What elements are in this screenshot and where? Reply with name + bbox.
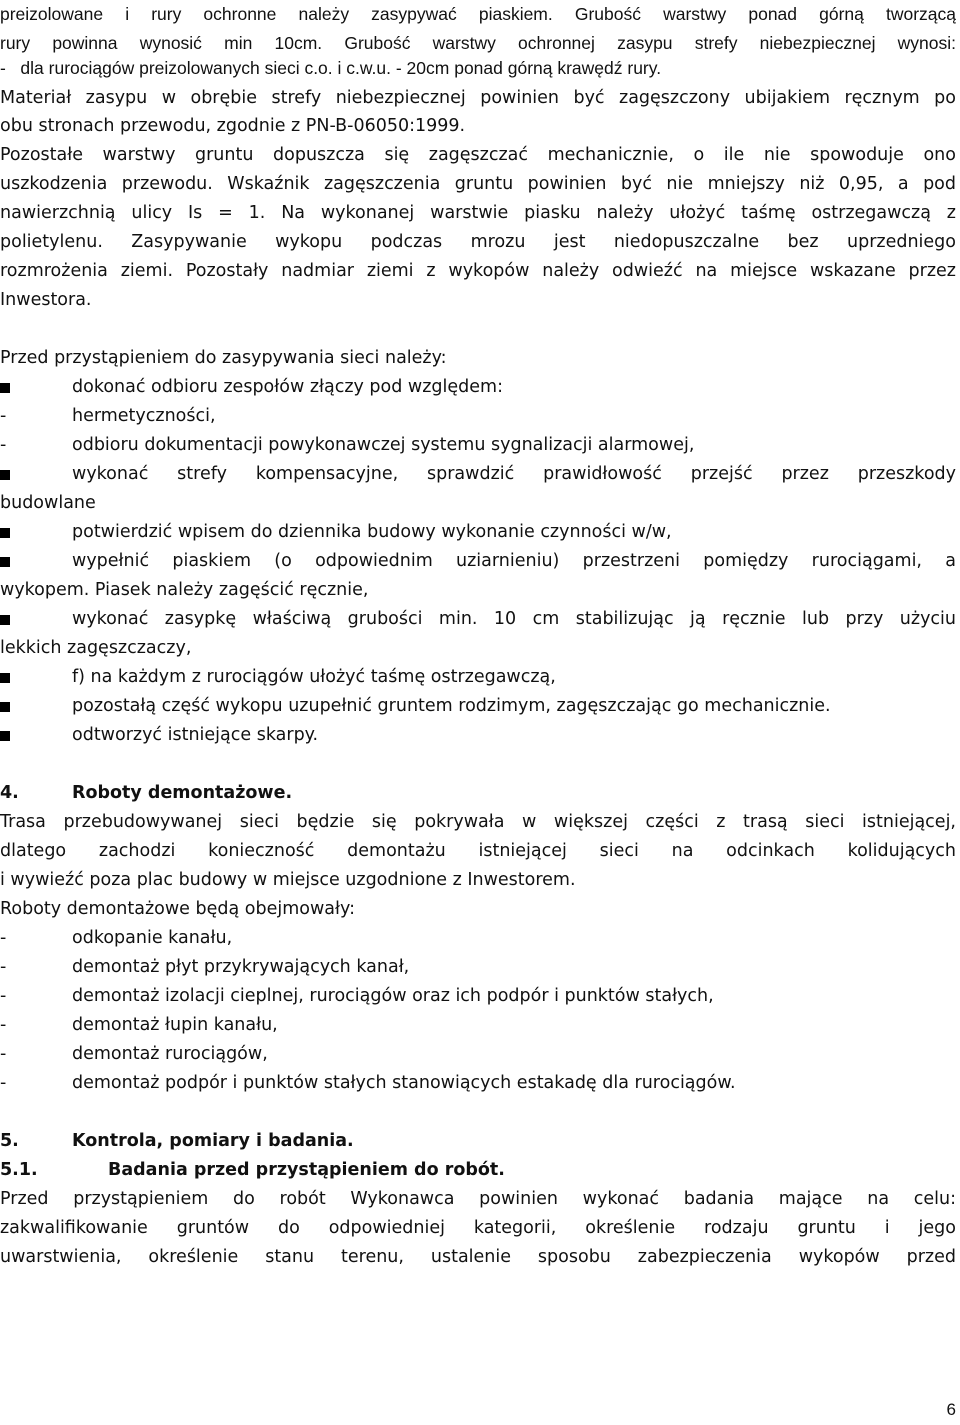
- paragraph-line: rury powinna wynosić min 10cm. Grubość warstwy ochronnej zasypu strefy niebezpiecznej wynosi:: [0, 33, 956, 53]
- paragraph-line: Materiał zasypu w obrębie strefy niebezpiecznej powinien być zagęszczony ubijakiem ręcznym po: [0, 88, 956, 108]
- paragraph-line: Przed przystąpieniem do robót Wykonawca powinien wykonać badania mające na celu:: [0, 1189, 956, 1209]
- paragraph-line: Trasa przebudowywanej sieci będzie się pokrywała w większej części z trasą sieci istniejącej,: [0, 812, 956, 832]
- section-heading: 5. Kontrola, pomiary i badania.: [0, 1131, 354, 1151]
- paragraph-line: uszkodzenia przewodu. Wskaźnik zagęszczenia gruntu powinien być nie mniejszy niż 0,95, a pod: [0, 174, 956, 194]
- bullet-item: wykonać zasypkę właściwą grubości min. 10 cm stabilizując ją ręcznie lub przy użyciu: [0, 605, 956, 634]
- paragraph-line: Pozostałe warstwy gruntu dopuszcza się zagęszczać mechanicznie, o ile nie spowoduje ono: [0, 145, 956, 165]
- square-bullet-icon: [0, 615, 10, 625]
- square-bullet-icon: [0, 470, 10, 480]
- bullet-item: f) na każdym z rurociągów ułożyć taśmę ostrzegawczą,: [0, 663, 956, 692]
- dash-item: - demontaż łupin kanału,: [0, 1015, 278, 1035]
- paragraph-line: uwarstwienia, określenie stanu terenu, ustalenie sposobu zabezpieczenia wykopów przed: [0, 1247, 956, 1267]
- paragraph-line: polietylenu. Zasypywanie wykopu podczas mrozu jest niedopuszczalne bez uprzedniego: [0, 232, 956, 252]
- square-bullet-icon: [0, 557, 10, 567]
- bullet-item: odtworzyć istniejące skarpy.: [0, 721, 956, 750]
- paragraph-line: obu stronach przewodu, zgodnie z PN-B-06050:1999.: [0, 116, 466, 136]
- list-intro: Roboty demontażowe będą obejmowały:: [0, 899, 355, 919]
- page-number: 6: [946, 1400, 956, 1419]
- dash-item: - odbioru dokumentacji powykonawczej systemu sygnalizacji alarmowej,: [0, 435, 695, 455]
- paragraph-line: dlatego zachodzi konieczność demontażu istniejącej sieci na odcinkach kolidujących: [0, 841, 956, 861]
- bullet-continuation: lekkich zagęszczaczy,: [0, 638, 192, 658]
- square-bullet-icon: [0, 528, 10, 538]
- bullet-item: wykonać strefy kompensacyjne, sprawdzić prawidłowość przejść przez przeszkody: [0, 460, 956, 489]
- bullet-continuation: wykopem. Piasek należy zagęścić ręcznie,: [0, 580, 369, 600]
- bullet-item: dokonać odbioru zespołów złączy pod względem:: [0, 373, 956, 402]
- dash-item: - demontaż płyt przykrywających kanał,: [0, 957, 410, 977]
- paragraph-line: nawierzchnią ulicy Is = 1. Na wykonanej warstwie piasku należy ułożyć taśmę ostrzegawczą z: [0, 203, 956, 223]
- paragraph-line: zakwalifikowanie gruntów do odpowiedniej kategorii, określenie rodzaju gruntu i jego: [0, 1218, 956, 1238]
- paragraph-line: - dla rurociągów preizolowanych sieci c.o. i c.w.u. - 20cm ponad górną krawędź rury.: [0, 58, 662, 78]
- square-bullet-icon: [0, 731, 10, 741]
- paragraph-line: preizolowane i rury ochronne należy zasypywać piaskiem. Grubość warstwy ponad górną tworzącą: [0, 4, 956, 24]
- bullet-item: potwierdzić wpisem do dziennika budowy wykonanie czynności w/w,: [0, 518, 956, 547]
- section-heading: 4. Roboty demontażowe.: [0, 783, 293, 803]
- paragraph-line: rozmrożenia ziemi. Pozostały nadmiar ziemi z wykopów należy odwieźć na miejsce wskazane przez: [0, 261, 956, 281]
- bullet-item: wypełnić piaskiem (o odpowiednim uziarnieniu) przestrzeni pomiędzy rurociągami, a: [0, 547, 956, 576]
- dash-item: - demontaż izolacji cieplnej, rurociągów oraz ich podpór i punktów stałych,: [0, 986, 714, 1006]
- bullet-item: pozostałą część wykopu uzupełnić gruntem rodzimym, zagęszczając go mechanicznie.: [0, 692, 956, 721]
- square-bullet-icon: [0, 702, 10, 712]
- dash-item: - demontaż rurociągów,: [0, 1044, 268, 1064]
- bullet-continuation: budowlane: [0, 493, 96, 513]
- square-bullet-icon: [0, 383, 10, 393]
- paragraph-line: Inwestora.: [0, 290, 92, 310]
- dash-item: - demontaż podpór i punktów stałych stanowiących estakadę dla rurociągów.: [0, 1073, 736, 1093]
- list-intro: Przed przystąpieniem do zasypywania sieci należy:: [0, 348, 447, 368]
- subsection-heading: 5.1. Badania przed przystąpieniem do robót.: [0, 1160, 505, 1180]
- dash-item: - odkopanie kanału,: [0, 928, 233, 948]
- square-bullet-icon: [0, 673, 10, 683]
- dash-item: - hermetyczności,: [0, 406, 216, 426]
- paragraph-line: i wywieźć poza plac budowy w miejsce uzgodnione z Inwestorem.: [0, 870, 576, 890]
